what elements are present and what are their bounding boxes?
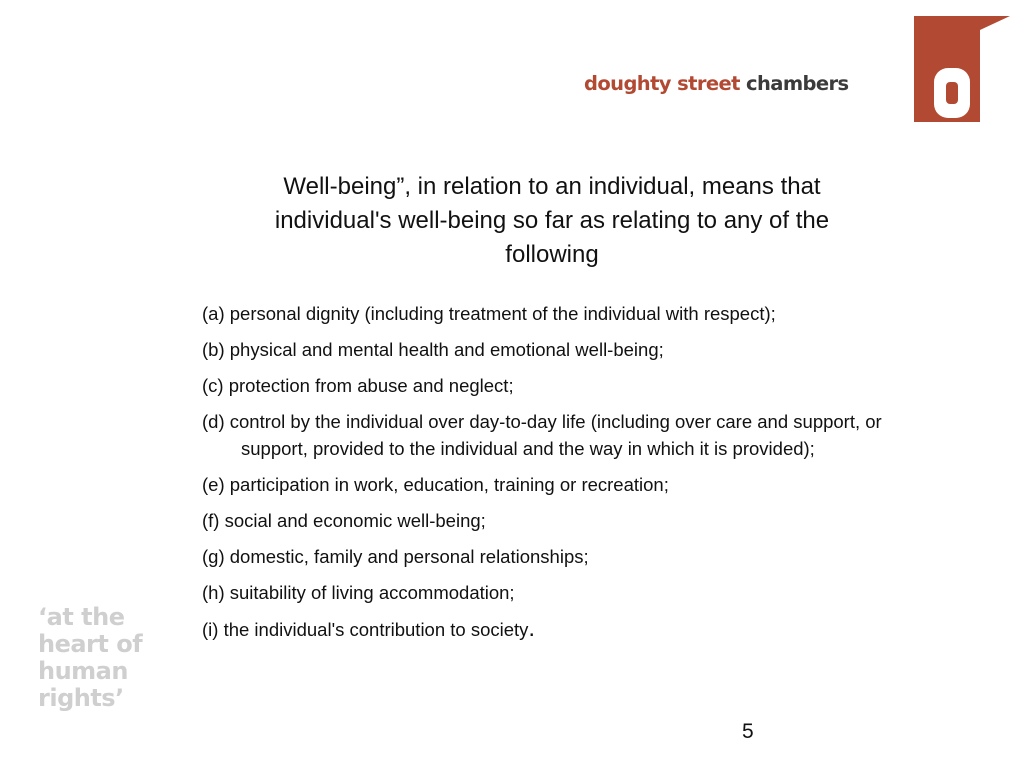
logo-wordmark: [584, 72, 900, 96]
logo-brand-text: doughty street: [584, 72, 740, 95]
list-item: (g) domestic, family and personal relationships;: [202, 546, 589, 567]
list-item: (h) suitability of living accommodation;: [202, 582, 515, 603]
logo-rest-text: chambers: [746, 72, 849, 95]
list-item: (f) social and economic well-being;: [202, 510, 486, 531]
list-item-text: (i) the individual's contribution to society: [202, 619, 529, 640]
list-item: (b) physical and mental health and emotional well-being;: [202, 339, 664, 360]
heading-line: Well-being”, in relation to an individual, means that: [283, 173, 821, 200]
tagline-line: heart of: [38, 630, 143, 658]
list-item: (d) control by the individual over day-to-day life (including over care and support, or support, provided to the individual and the way in which it is provided);: [202, 411, 882, 459]
slide-heading: [230, 170, 874, 272]
page-number: 5: [742, 720, 754, 743]
list-item-period: .: [528, 615, 536, 642]
tagline-line: ‘at the: [38, 603, 125, 631]
list-item: (a) personal dignity (including treatment of the individual with respect);: [202, 303, 776, 324]
heading-line: individual's well-being so far as relating to any of the: [274, 207, 830, 234]
list-item: [202, 615, 942, 643]
logo-d-icon: [914, 16, 1010, 122]
heading-line: following: [505, 241, 599, 268]
list-item: (e) participation in work, education, training or recreation;: [202, 474, 669, 495]
tagline-line: human: [38, 657, 128, 685]
list-item: (c) protection from abuse and neglect;: [202, 375, 514, 396]
tagline: [38, 604, 188, 712]
tagline-line: rights’: [38, 684, 124, 712]
well-being-list: [202, 300, 942, 652]
